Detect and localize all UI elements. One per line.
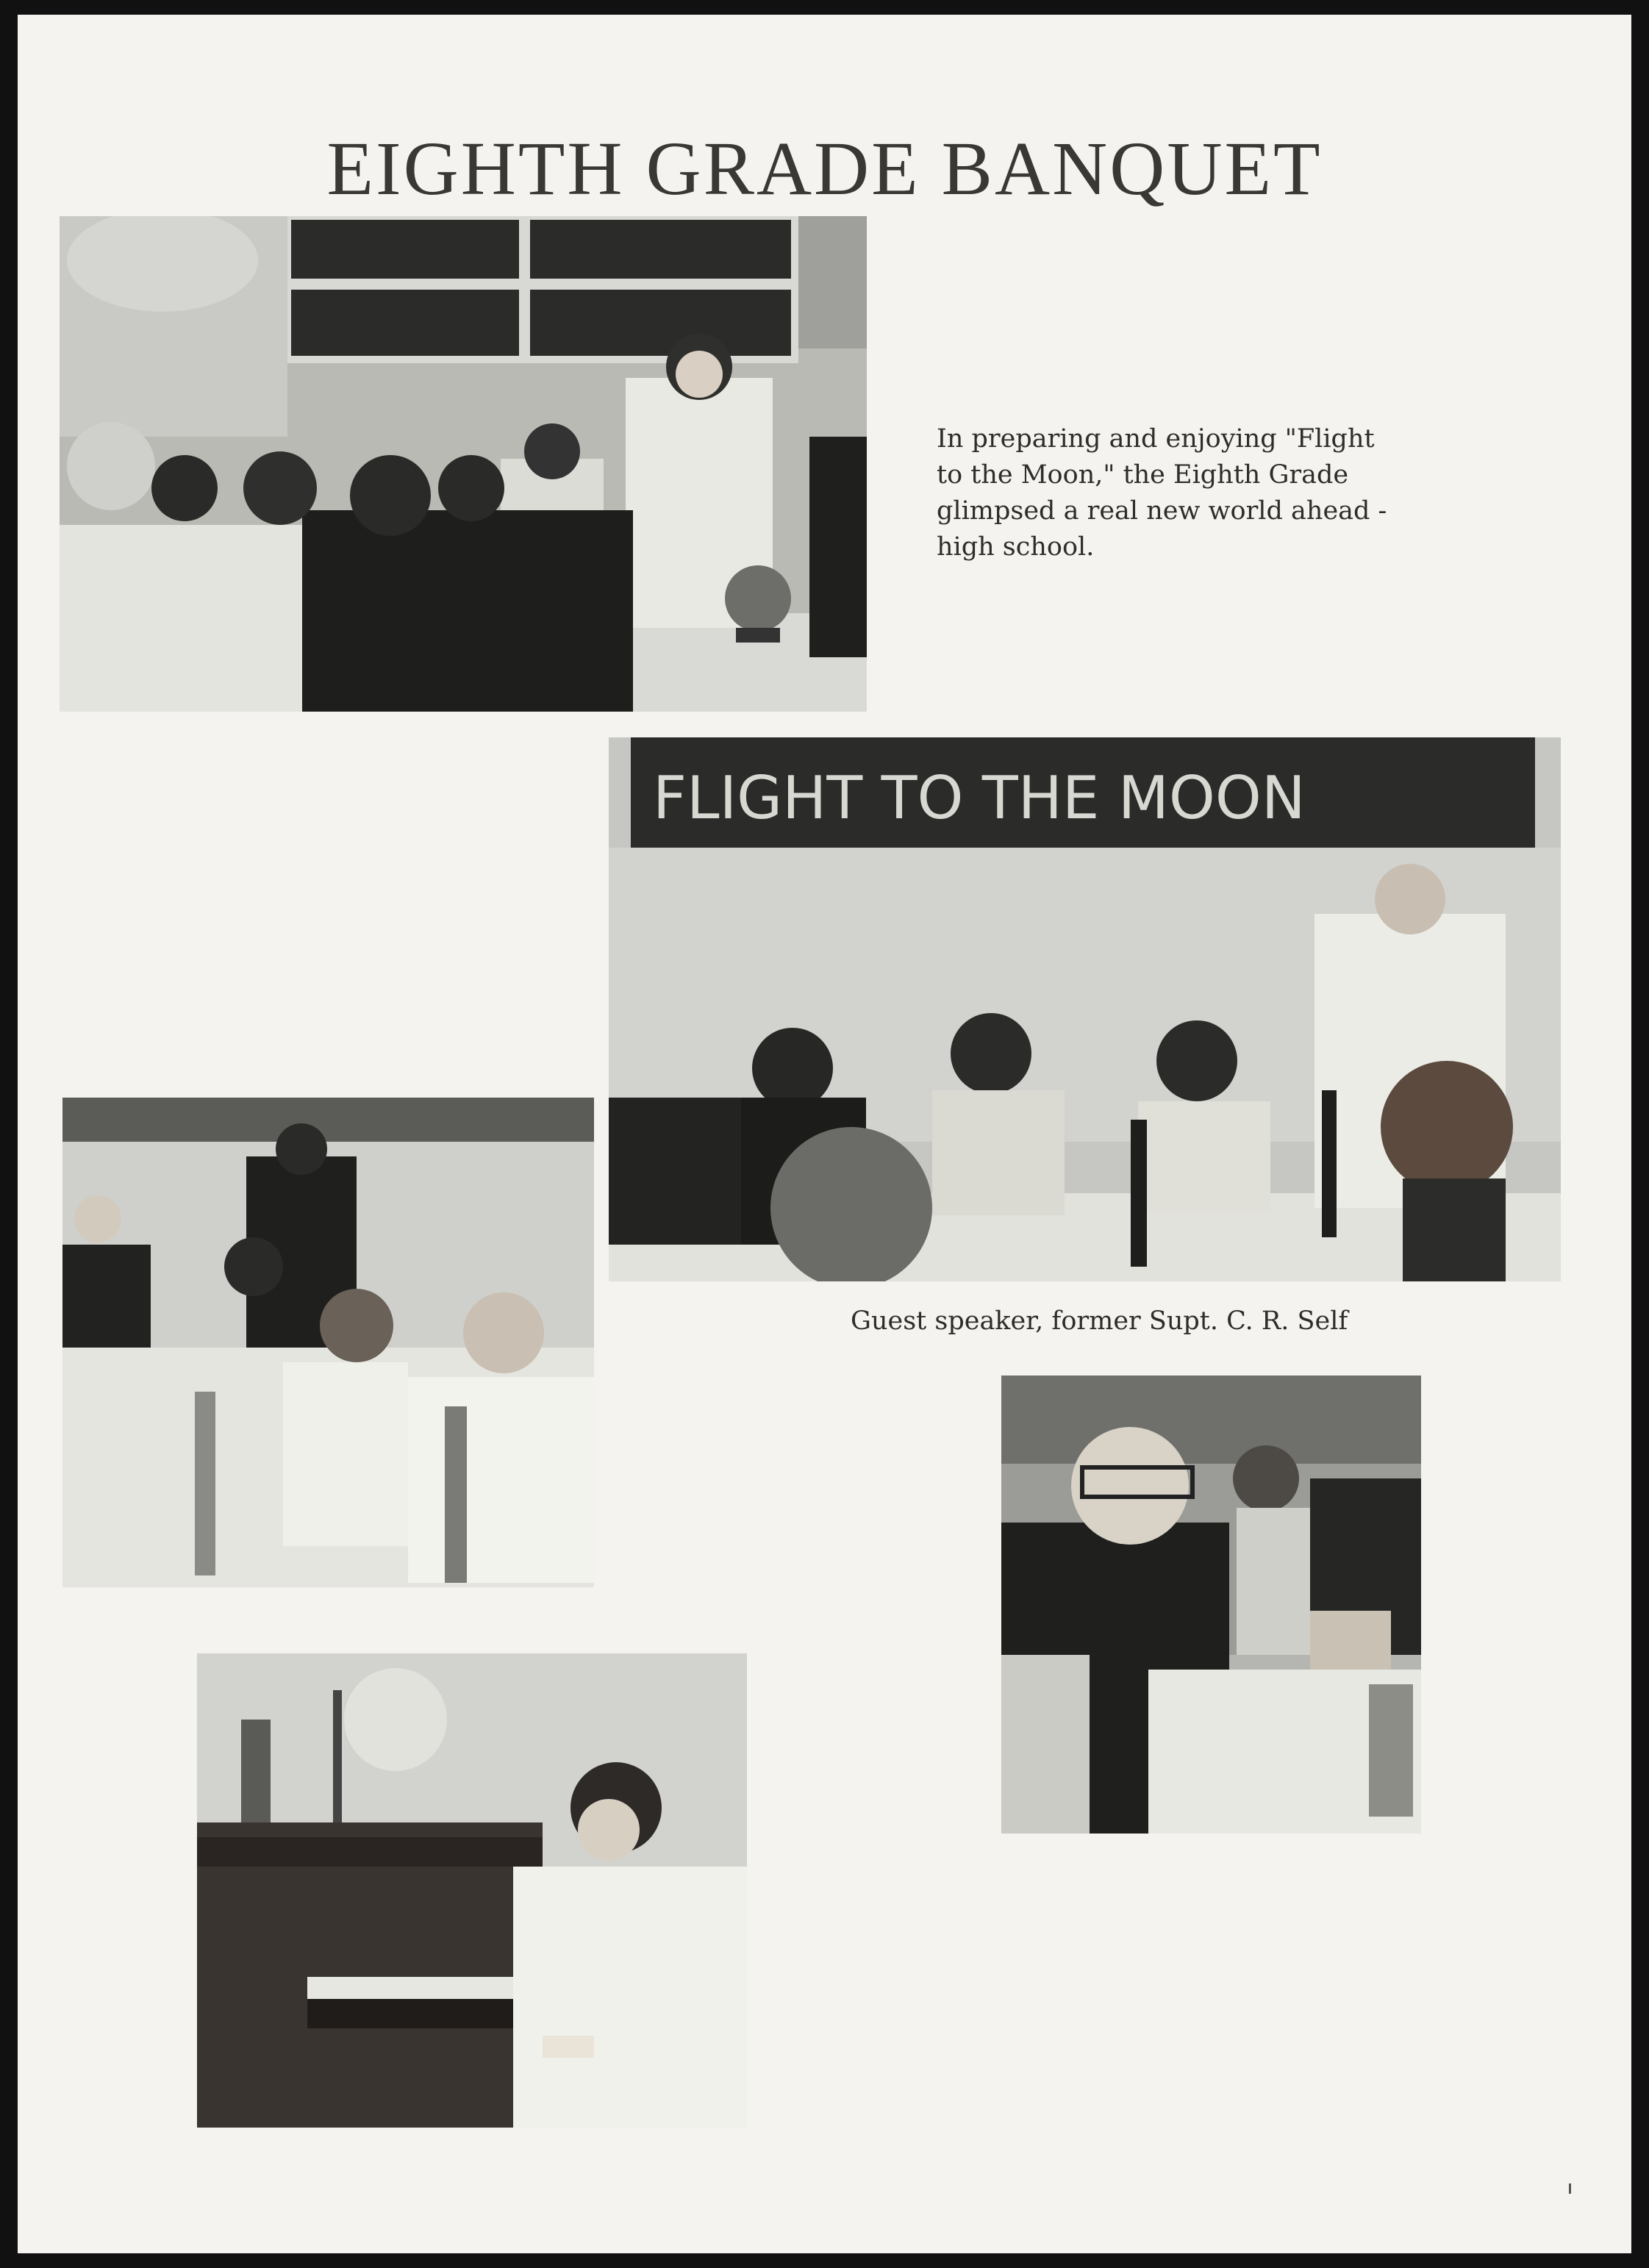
banner-text: FLIGHT TO THE MOON (653, 764, 1306, 832)
photo-elderly-guest (1001, 1376, 1421, 1834)
page-title: EIGHTH GRADE BANQUET (326, 126, 1323, 211)
page-mark (1569, 2183, 1571, 2194)
photo-banquet-tables (60, 216, 867, 712)
photo-pianist (197, 1653, 747, 2128)
speaker-caption: Guest speaker, former Supt. C. R. Self (851, 1306, 1348, 1336)
yearbook-page (18, 15, 1631, 2253)
photo-guest-speaker (609, 737, 1561, 1281)
photo-dinner-guests (62, 1098, 594, 1587)
intro-caption: In preparing and enjoying "Flight to the Moon," the Eighth Grade glimpsed a real new world ahead - high school. (937, 424, 1387, 562)
